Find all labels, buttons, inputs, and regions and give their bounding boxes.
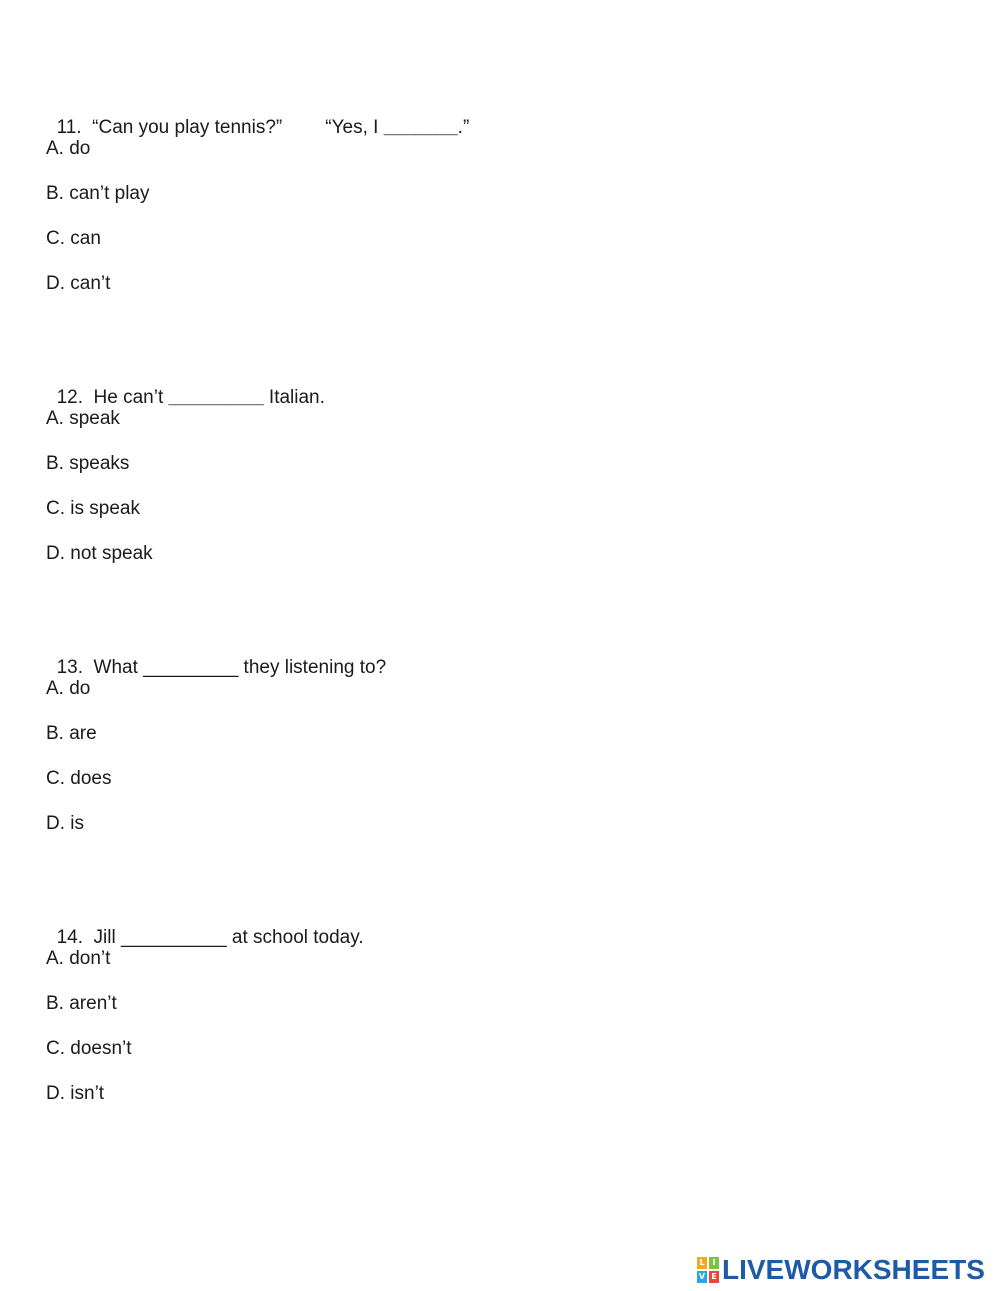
option-a[interactable]: A. do bbox=[46, 138, 91, 159]
question-11-prompt bbox=[46, 92, 469, 140]
question-text: What _________ they listening to? bbox=[93, 657, 387, 678]
question-text-end: Italian. bbox=[263, 387, 325, 408]
option-a[interactable]: A. speak bbox=[46, 408, 120, 429]
answer-blank[interactable]: _______ bbox=[383, 117, 458, 138]
option-d[interactable]: D. is bbox=[46, 813, 84, 834]
option-d[interactable]: D. isn’t bbox=[46, 1083, 105, 1104]
question-number: 14. bbox=[56, 927, 83, 948]
logo-squares-icon bbox=[697, 1257, 719, 1283]
option-a[interactable]: A. do bbox=[46, 678, 91, 699]
answer-text: “Yes, I bbox=[325, 117, 384, 138]
option-d[interactable]: D. can’t bbox=[46, 273, 111, 294]
logo-square: L bbox=[697, 1257, 707, 1269]
question-text: “Can you play tennis?” bbox=[92, 117, 283, 138]
liveworksheets-logo bbox=[697, 1255, 985, 1285]
question-14-prompt bbox=[46, 902, 364, 950]
option-c[interactable]: C. can bbox=[46, 228, 101, 249]
question-number: 13. bbox=[56, 657, 83, 678]
question-12-prompt bbox=[46, 362, 325, 410]
question-text: He can’t bbox=[93, 387, 169, 408]
option-a[interactable]: A. don’t bbox=[46, 948, 111, 969]
logo-square: E bbox=[709, 1271, 719, 1283]
option-b[interactable]: B. speaks bbox=[46, 453, 130, 474]
logo-text: LIVEWORKSHEETS bbox=[722, 1254, 985, 1285]
logo-square: I bbox=[709, 1257, 719, 1269]
question-13-prompt bbox=[46, 632, 386, 680]
question-number: 12. bbox=[56, 387, 83, 408]
option-b[interactable]: B. can’t play bbox=[46, 183, 150, 204]
question-number: 11. bbox=[56, 117, 82, 138]
option-c[interactable]: C. does bbox=[46, 768, 112, 789]
question-text: Jill __________ at school today. bbox=[93, 927, 364, 948]
option-c[interactable]: C. doesn’t bbox=[46, 1038, 132, 1059]
answer-text-end: .” bbox=[457, 117, 470, 138]
option-b[interactable]: B. are bbox=[46, 723, 97, 744]
option-b[interactable]: B. aren’t bbox=[46, 993, 117, 1014]
answer-blank[interactable]: _________ bbox=[168, 387, 264, 408]
logo-square: V bbox=[698, 1272, 706, 1281]
option-c[interactable]: C. is speak bbox=[46, 498, 140, 519]
option-d[interactable]: D. not speak bbox=[46, 543, 153, 564]
